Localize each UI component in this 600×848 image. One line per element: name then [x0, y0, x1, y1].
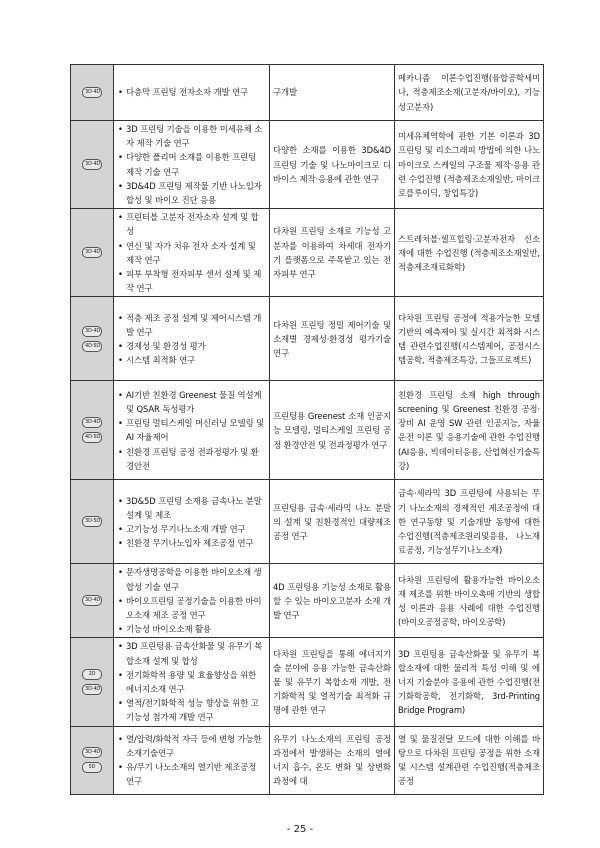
research-tech-cell: 4D 프린팅용 기능성 소재로 활용할 수 있는 바이오고분자 소재 개발 연구	[270, 564, 395, 638]
research-tech-cell: 다차원 프린팅을 통해 에너지기술 분야에 응용 가능한 금속산화물 및 유무기 복합소재 개발, 전기화학적 및 열적기술 최적화 규명에 관한 연구	[270, 638, 395, 726]
subject-item: • 프린터블 고분자 전자소자 설계 및 합성	[126, 210, 266, 238]
subject-item: • 3D 프린팅용 금속산화물 및 유무기 복합소재 설계 및 합성	[126, 639, 266, 667]
education-link-cell: 스트레처블·셀프힐링·고분자전자 신소재에 대한 수업진행 (적층제조소재일반, 적층제조재료화학)	[395, 209, 544, 297]
subject-item: • 3D&5D 프린팅 소재용 금속나노 분말 설계 및 제조	[126, 494, 266, 522]
education-link-cell: 열 및 물질전달 모드에 대한 이해를 바탕으로 다차원 프린팅 공정을 위한 소재 및 시스템 설계관련 수업진행(적층제조공정	[395, 726, 544, 794]
research-subject-cell	[114, 65, 270, 121]
table-row	[71, 638, 544, 726]
education-link-cell: 다차원 프린팅에 활용가능한 바이오소재 제조를 위한 바이오촉매 기반의 생합성 이론과 응용 사례에 대한 수업진행(바이오공정공학, 바이오공학)	[395, 564, 544, 638]
dimension-tag-cell	[71, 65, 114, 121]
dimension-badge: 3D·4D	[82, 87, 102, 98]
subject-item: • 전기화학적 용량 및 효율향상을 위한 에너지소재 연구	[126, 668, 266, 696]
subject-item: • 열적/전기화학적 성능 향상을 위한 고기능성 첨가제 개발 연구	[126, 696, 266, 724]
research-tech-cell: 프린팅용 금속·세라믹 나노 분말의 설계 및 친환경적인 대량제조공정 연구	[270, 480, 395, 564]
research-subject-cell	[114, 480, 270, 564]
education-link-cell: 친환경 프린팅 소재 high through screening 및 Greenest 친환경 공정·장비 AI 운영 SW 관련 인공지능, 자율운전 이론 및 응용기술에 관한 수업진행 (AI응용, 빅데이터응용, 산업혁신기술특강)	[395, 381, 544, 480]
subject-item: • 3D&4D 프린팅 제작물 기반 나노입자 합성 및 바이오 진단 응용	[126, 179, 266, 207]
dimension-tag-cell	[71, 209, 114, 297]
subject-item: • 유/무기 나노소재의 열기반 제조공정 연구	[126, 760, 266, 788]
dimension-badge: 3D·4D	[82, 417, 102, 428]
subject-item: • 피부 부착형 전자피부 센서 설계 및 제작 연구	[126, 267, 266, 295]
dimension-badge: 5D	[82, 762, 102, 773]
subject-item: • 적층 제조 공정 설계 및 제어시스템 개발 연구	[126, 311, 266, 339]
research-subject-cell	[114, 381, 270, 480]
table-row	[71, 480, 544, 564]
dimension-tag-cell	[71, 726, 114, 794]
dimension-badge: 3D·4D	[82, 326, 102, 337]
subject-item: • 문자생명공학을 이용한 바이오소재 생합성 기술 연구	[126, 565, 266, 593]
dimension-badge: 3D·5D	[82, 516, 102, 527]
education-link-cell: 다차원 프린팅 공정에 적용가능한 모델 기반의 예측제어 및 실시간 최적화 시스템 관련수업진행(시스템제어, 공정시스템공학, 적층제조특강, 그들프로젝트)	[395, 297, 544, 381]
subject-item: • 고기능성 무기나노소재 개발 연구	[126, 522, 266, 536]
research-tech-cell: 다차원 프린팅 정밀 제어기술 및 소재별 경제성·환경성 평가기술 연구	[270, 297, 395, 381]
table-row	[71, 381, 544, 480]
dimension-badge: 3D·4D	[82, 595, 102, 606]
subject-item: • 경제성 및 환경성 평가	[126, 339, 266, 353]
dimension-badge: 4D·5D	[82, 341, 102, 352]
research-tech-cell: 구개발	[270, 65, 395, 121]
dimension-badge: 3D·4D	[82, 684, 102, 695]
dimension-tag-cell	[71, 121, 114, 209]
subject-item: • 3D 프린팅 기술을 이용한 미세유체 소자 제작 기술 연구	[126, 122, 266, 150]
table-row	[71, 65, 544, 121]
research-subject-cell	[114, 209, 270, 297]
subject-item: • 기능성 바이오소재 활용	[126, 622, 266, 636]
subject-item: • 시스템 최적화 연구	[126, 353, 266, 367]
research-tech-cell: 유무기 나노소재의 프린팅 공정과정에서 발생하는 소재의 열에너지 흡수, 온도 변화 및 상변화 과정에 대	[270, 726, 395, 794]
table-row	[71, 726, 544, 794]
subject-item: • 열/압력/화학적 자극 등에 변형 가능한 소재기술연구	[126, 732, 266, 760]
education-link-cell: 미세유체역학에 관한 기본 이론과 3D 프린팅 및 리소그래피 방법에 의한 나노마이크로 스케일의 구조물 제작·응용 관련 수업진행 (적층제조소재일반, 마이크로플루이딕, 창업특강)	[395, 121, 544, 209]
dimension-tag-cell	[71, 480, 114, 564]
table-row	[71, 297, 544, 381]
subject-item: • 다양한 폴리머 소재를 이용한 프린팅 제작 기술 연구	[126, 150, 266, 178]
research-subject-cell	[114, 638, 270, 726]
subject-item: • 프린팅 멀티스케일 머신러닝 모델링 및 AI 자율제어	[126, 416, 266, 444]
dimension-tag-cell	[71, 381, 114, 480]
research-tech-cell: 다양한 소재를 이용한 3D&4D 프린팅 기술 및 나노마이크로 디바이스 제작·응용에 관한 연구	[270, 121, 395, 209]
subject-item: • 다층막 프린팅 전자소자 개발 연구	[126, 85, 266, 99]
research-subject-cell	[114, 564, 270, 638]
page-number: - 25 -	[286, 824, 314, 835]
research-tech-cell: 프린팅용 Greenest 소재 인공지능 모델링, 멀티스케일 프린팅 공정 환경안전 및 전과정평가 연구	[270, 381, 395, 480]
subject-item: • 친환경 프린팅 공정 전과정평가 및 환경안전	[126, 445, 266, 473]
education-link-cell: 3D 프린팅용 금속산화물 및 유무기 복합소재에 대한 물리적 특성 이해 및 에너지 기술분야 응용에 관한 수업진행(전기화학공학, 전기화학, 3rd-Printing Bridge Program)	[395, 638, 544, 726]
table-row	[71, 564, 544, 638]
subject-item: • 연신 및 자가 치유 전자 소자 설계 및 제작 연구	[126, 239, 266, 267]
dimension-badge: 3D·4D	[82, 747, 102, 758]
subject-item: • 친환경 무기나노입자 제조공정 연구	[126, 536, 266, 550]
dimension-badge: 3D·4D	[82, 247, 102, 258]
dimension-tag-cell	[71, 297, 114, 381]
dimension-badge: 3D·4D	[82, 159, 102, 170]
education-link-cell: 금속·세라믹 3D 프린팅에 사용되는 무기 나노소재의 경제적인 제조공정에 대한 연구동향 및 기술개발 동향에 대한 수업진행(적층제조원리및응용, 나노재료공정, 기능성무기나노소재)	[395, 480, 544, 564]
research-table	[70, 64, 544, 795]
research-tech-cell: 다차원 프린팅 소재로 기능성 고분자를 이용하여 차세대 전자기기 플랫폼으로 주목받고 있는 전자피부 연구	[270, 209, 395, 297]
dimension-badge: 2D	[82, 669, 102, 680]
table-row	[71, 209, 544, 297]
dimension-tag-cell	[71, 564, 114, 638]
education-link-cell: 메카니즘 이론수업진행(융합공학세미나, 적층제조소재(고분자/바이오), 기능성고분자)	[395, 65, 544, 121]
research-subject-cell	[114, 121, 270, 209]
research-subject-cell	[114, 726, 270, 794]
table-row	[71, 121, 544, 209]
research-subject-cell	[114, 297, 270, 381]
subject-item: • AI기반 친환경 Greenest 물질 역설계 및 QSAR 독성평가	[126, 388, 266, 416]
subject-item: • 바이오프린팅 공정기술을 이용한 바이오소재 제조 공정 연구	[126, 594, 266, 622]
dimension-tag-cell	[71, 638, 114, 726]
dimension-badge: 4D·5D	[82, 432, 102, 443]
